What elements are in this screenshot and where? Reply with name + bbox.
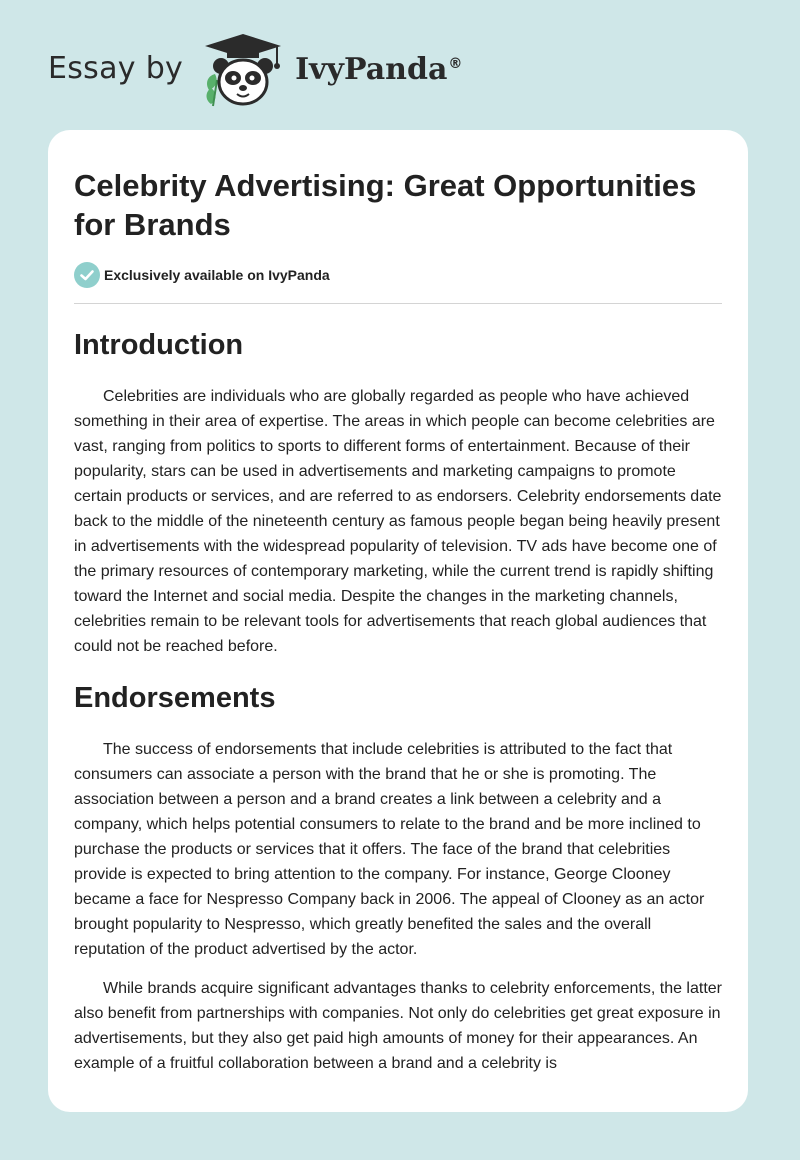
- essay-card: [48, 130, 748, 1112]
- paragraph: The success of endorsements that include celebrities is attributed to the fact that consumers can associate a person with the brand that he or she is promoting. The association between a person and a brand creates a link between a celebrity and a company, which helps potential consumers to relate to the brand and be more inclined to purchase the products or services that it offers. The face of the brand that celebrities provide is expected to bring attention to the company. For instance, George Clooney became a face for Nespresso Company back in 2006. The appeal of Clooney as an actor brought popularity to Nespresso, which greatly benefited the sales and the overall reputation of the product advertised by the actor.: [74, 741, 705, 958]
- site-header: [48, 30, 462, 110]
- paragraph: While brands acquire significant advantages thanks to celebrity enforcements, the latter also benefit from partnerships with companies. Not only do celebrities get great exposure in advertisements, but they also get paid high amounts of money for their appearances. An example of a fruitful collaboration between a brand and a celebrity is: [74, 980, 722, 1072]
- exclusive-badge: [74, 262, 722, 288]
- panda-graduate-icon: [197, 30, 289, 110]
- essay-title: Celebrity Advertising: Great Opportunities for Brands: [74, 168, 697, 242]
- brand-name: IvyPanda®: [295, 51, 463, 87]
- essay-by-label: Essay by: [48, 50, 184, 86]
- section-heading-introduction: Introduction: [74, 329, 244, 361]
- exclusive-badge-label: Exclusively available on IvyPanda: [104, 267, 330, 283]
- divider: [74, 303, 722, 304]
- paragraph: Celebrities are individuals who are globally regarded as people who have achieved something in their area of expertise. The areas in which people can become celebrities are vast, ranging from politics to sports to different forms of entertainment. Because of their popularity, stars can be used in advertisements and marketing campaigns to promote certain products or services, and are referred to as endorsers. Celebrity endorsements date back to the middle of the nineteenth century as famous people began being heavily present in advertisements with the widespread popularity of television. TV ads have become one of the primary resources of contemporary marketing, while the current trend is rapidly shifting toward the Internet and social media. Despite the changes in the marketing channels, celebrities remain to be relevant tools for advertisements that reach global audiences that could not be reached before.: [74, 388, 722, 655]
- section-heading-endorsements: Endorsements: [74, 682, 276, 714]
- check-circle-icon: [74, 262, 100, 288]
